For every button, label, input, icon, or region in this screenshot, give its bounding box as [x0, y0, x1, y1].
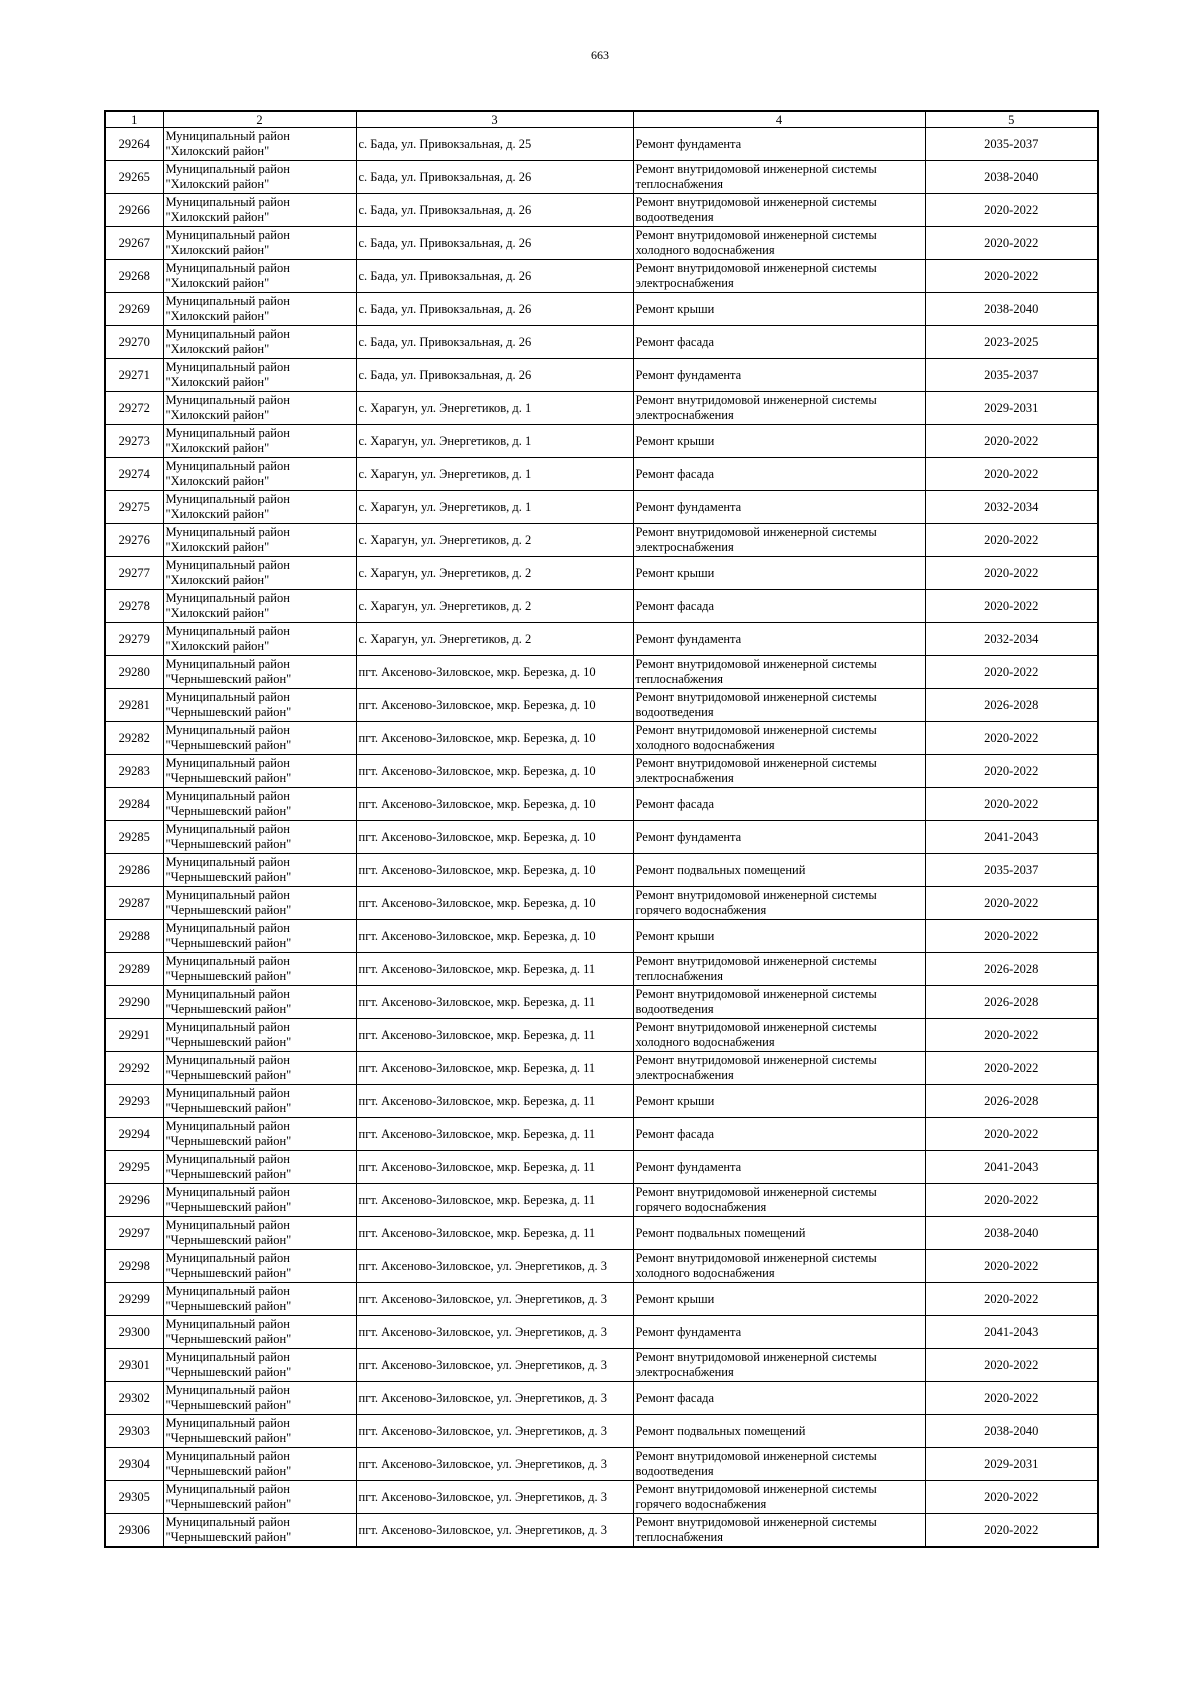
period-cell: 2029-2031: [925, 1448, 1098, 1481]
period-cell: 2020-2022: [925, 227, 1098, 260]
address-cell: пгт. Аксеново-Зиловское, ул. Энергетиков, д. 3: [356, 1448, 633, 1481]
work-type-cell: Ремонт фундамента: [633, 1316, 925, 1349]
address-cell: с. Харагун, ул. Энергетиков, д. 2: [356, 623, 633, 656]
address-cell: пгт. Аксеново-Зиловское, мкр. Березка, д. 11: [356, 953, 633, 986]
row-number: 29304: [105, 1448, 163, 1481]
row-number: 29283: [105, 755, 163, 788]
municipality-cell: Муниципальный район "Чернышевский район": [163, 821, 356, 854]
work-type-cell: Ремонт фасада: [633, 326, 925, 359]
table-row: [105, 689, 1098, 722]
municipality-cell: Муниципальный район "Чернышевский район": [163, 920, 356, 953]
table-row: [105, 1349, 1098, 1382]
address-cell: пгт. Аксеново-Зиловское, мкр. Березка, д. 11: [356, 1118, 633, 1151]
column-header-4: 4: [633, 111, 925, 128]
period-cell: 2020-2022: [925, 1382, 1098, 1415]
table-row: [105, 128, 1098, 161]
table-row: [105, 1085, 1098, 1118]
work-type-cell: Ремонт внутридомовой инженерной системы теплоснабжения: [633, 656, 925, 689]
work-type-cell: Ремонт внутридомовой инженерной системы электроснабжения: [633, 1349, 925, 1382]
table-row: [105, 161, 1098, 194]
municipality-cell: Муниципальный район "Чернышевский район": [163, 1052, 356, 1085]
municipality-cell: Муниципальный район "Чернышевский район": [163, 986, 356, 1019]
municipality-cell: Муниципальный район "Чернышевский район": [163, 1217, 356, 1250]
municipality-cell: Муниципальный район "Чернышевский район": [163, 656, 356, 689]
address-cell: с. Харагун, ул. Энергетиков, д. 2: [356, 590, 633, 623]
period-cell: 2026-2028: [925, 1085, 1098, 1118]
period-cell: 2020-2022: [925, 1250, 1098, 1283]
municipality-cell: Муниципальный район "Хилокский район": [163, 260, 356, 293]
table-row: [105, 1316, 1098, 1349]
row-number: 29279: [105, 623, 163, 656]
municipality-cell: Муниципальный район "Чернышевский район": [163, 722, 356, 755]
period-cell: 2026-2028: [925, 689, 1098, 722]
address-cell: пгт. Аксеново-Зиловское, ул. Энергетиков, д. 3: [356, 1250, 633, 1283]
work-type-cell: Ремонт внутридомовой инженерной системы холодного водоснабжения: [633, 227, 925, 260]
row-number: 29274: [105, 458, 163, 491]
address-cell: с. Харагун, ул. Энергетиков, д. 1: [356, 491, 633, 524]
row-number: 29276: [105, 524, 163, 557]
municipality-cell: Муниципальный район "Чернышевский район": [163, 1019, 356, 1052]
address-cell: с. Бада, ул. Привокзальная, д. 26: [356, 326, 633, 359]
table-row: [105, 887, 1098, 920]
address-cell: пгт. Аксеново-Зиловское, мкр. Березка, д. 10: [356, 656, 633, 689]
municipality-cell: Муниципальный район "Хилокский район": [163, 590, 356, 623]
address-cell: пгт. Аксеново-Зиловское, мкр. Березка, д. 11: [356, 1085, 633, 1118]
row-number: 29275: [105, 491, 163, 524]
work-type-cell: Ремонт внутридомовой инженерной системы электроснабжения: [633, 260, 925, 293]
work-type-cell: Ремонт фасада: [633, 1118, 925, 1151]
row-number: 29289: [105, 953, 163, 986]
municipality-cell: Муниципальный район "Хилокский район": [163, 161, 356, 194]
work-type-cell: Ремонт внутридомовой инженерной системы электроснабжения: [633, 1052, 925, 1085]
work-type-cell: Ремонт внутридомовой инженерной системы водоотведения: [633, 194, 925, 227]
row-number: 29273: [105, 425, 163, 458]
row-number: 29296: [105, 1184, 163, 1217]
address-cell: с. Харагун, ул. Энергетиков, д. 1: [356, 458, 633, 491]
municipality-cell: Муниципальный район "Чернышевский район": [163, 953, 356, 986]
work-type-cell: Ремонт крыши: [633, 1085, 925, 1118]
work-type-cell: Ремонт фасада: [633, 788, 925, 821]
row-number: 29292: [105, 1052, 163, 1085]
table-header: [105, 111, 1098, 128]
period-cell: 2020-2022: [925, 458, 1098, 491]
period-cell: 2020-2022: [925, 557, 1098, 590]
work-type-cell: Ремонт фундамента: [633, 128, 925, 161]
row-number: 29280: [105, 656, 163, 689]
work-type-cell: Ремонт фундамента: [633, 1151, 925, 1184]
work-type-cell: Ремонт внутридомовой инженерной системы водоотведения: [633, 986, 925, 1019]
municipality-cell: Муниципальный район "Чернышевский район": [163, 1151, 356, 1184]
work-type-cell: Ремонт крыши: [633, 920, 925, 953]
work-type-cell: Ремонт внутридомовой инженерной системы теплоснабжения: [633, 1514, 925, 1548]
period-cell: 2029-2031: [925, 392, 1098, 425]
row-number: 29268: [105, 260, 163, 293]
column-header-2: 2: [163, 111, 356, 128]
period-cell: 2035-2037: [925, 359, 1098, 392]
table-row: [105, 755, 1098, 788]
table-row: [105, 1382, 1098, 1415]
work-type-cell: Ремонт внутридомовой инженерной системы электроснабжения: [633, 524, 925, 557]
table-row: [105, 1184, 1098, 1217]
period-cell: 2038-2040: [925, 1415, 1098, 1448]
address-cell: пгт. Аксеново-Зиловское, мкр. Березка, д. 11: [356, 1052, 633, 1085]
table-row: [105, 986, 1098, 1019]
period-cell: 2032-2034: [925, 623, 1098, 656]
column-header-5: 5: [925, 111, 1098, 128]
work-type-cell: Ремонт фундамента: [633, 623, 925, 656]
address-cell: пгт. Аксеново-Зиловское, ул. Энергетиков, д. 3: [356, 1283, 633, 1316]
address-cell: пгт. Аксеново-Зиловское, мкр. Березка, д. 10: [356, 722, 633, 755]
repair-schedule-table: [104, 110, 1099, 1548]
address-cell: с. Харагун, ул. Энергетиков, д. 1: [356, 425, 633, 458]
municipality-cell: Муниципальный район "Чернышевский район": [163, 1250, 356, 1283]
row-number: 29267: [105, 227, 163, 260]
municipality-cell: Муниципальный район "Хилокский район": [163, 194, 356, 227]
municipality-cell: Муниципальный район "Хилокский район": [163, 491, 356, 524]
row-number: 29286: [105, 854, 163, 887]
row-number: 29285: [105, 821, 163, 854]
row-number: 29282: [105, 722, 163, 755]
municipality-cell: Муниципальный район "Хилокский район": [163, 293, 356, 326]
table-row: [105, 1118, 1098, 1151]
municipality-cell: Муниципальный район "Хилокский район": [163, 227, 356, 260]
municipality-cell: Муниципальный район "Чернышевский район": [163, 788, 356, 821]
address-cell: пгт. Аксеново-Зиловское, ул. Энергетиков, д. 3: [356, 1415, 633, 1448]
period-cell: 2020-2022: [925, 1184, 1098, 1217]
municipality-cell: Муниципальный район "Чернышевский район": [163, 1349, 356, 1382]
period-cell: 2020-2022: [925, 1283, 1098, 1316]
period-cell: 2032-2034: [925, 491, 1098, 524]
address-cell: с. Бада, ул. Привокзальная, д. 26: [356, 293, 633, 326]
address-cell: пгт. Аксеново-Зиловское, ул. Энергетиков, д. 3: [356, 1382, 633, 1415]
municipality-cell: Муниципальный район "Чернышевский район": [163, 1283, 356, 1316]
work-type-cell: Ремонт внутридомовой инженерной системы теплоснабжения: [633, 953, 925, 986]
row-number: 29306: [105, 1514, 163, 1548]
work-type-cell: Ремонт фасада: [633, 458, 925, 491]
municipality-cell: Муниципальный район "Чернышевский район": [163, 1382, 356, 1415]
table-row: [105, 1217, 1098, 1250]
municipality-cell: Муниципальный район "Чернышевский район": [163, 1184, 356, 1217]
period-cell: 2026-2028: [925, 953, 1098, 986]
row-number: 29293: [105, 1085, 163, 1118]
row-number: 29291: [105, 1019, 163, 1052]
address-cell: пгт. Аксеново-Зиловское, ул. Энергетиков, д. 3: [356, 1514, 633, 1548]
municipality-cell: Муниципальный район "Чернышевский район": [163, 854, 356, 887]
row-number: 29288: [105, 920, 163, 953]
row-number: 29294: [105, 1118, 163, 1151]
row-number: 29264: [105, 128, 163, 161]
work-type-cell: Ремонт внутридомовой инженерной системы горячего водоснабжения: [633, 1184, 925, 1217]
municipality-cell: Муниципальный район "Чернышевский район": [163, 1085, 356, 1118]
table-row: [105, 953, 1098, 986]
row-number: 29300: [105, 1316, 163, 1349]
row-number: 29297: [105, 1217, 163, 1250]
row-number: 29266: [105, 194, 163, 227]
table-row: [105, 458, 1098, 491]
address-cell: пгт. Аксеново-Зиловское, ул. Энергетиков, д. 3: [356, 1316, 633, 1349]
work-type-cell: Ремонт фасада: [633, 590, 925, 623]
row-number: 29303: [105, 1415, 163, 1448]
address-cell: с. Харагун, ул. Энергетиков, д. 2: [356, 524, 633, 557]
period-cell: 2038-2040: [925, 1217, 1098, 1250]
address-cell: пгт. Аксеново-Зиловское, ул. Энергетиков, д. 3: [356, 1349, 633, 1382]
row-number: 29277: [105, 557, 163, 590]
address-cell: пгт. Аксеново-Зиловское, мкр. Березка, д. 10: [356, 920, 633, 953]
column-header-3: 3: [356, 111, 633, 128]
period-cell: 2026-2028: [925, 986, 1098, 1019]
row-number: 29305: [105, 1481, 163, 1514]
table-row: [105, 1151, 1098, 1184]
table-row: [105, 359, 1098, 392]
row-number: 29287: [105, 887, 163, 920]
table-row: [105, 623, 1098, 656]
row-number: 29290: [105, 986, 163, 1019]
municipality-cell: Муниципальный район "Чернышевский район": [163, 1415, 356, 1448]
work-type-cell: Ремонт крыши: [633, 1283, 925, 1316]
row-number: 29302: [105, 1382, 163, 1415]
period-cell: 2020-2022: [925, 1019, 1098, 1052]
municipality-cell: Муниципальный район "Чернышевский район": [163, 689, 356, 722]
work-type-cell: Ремонт крыши: [633, 293, 925, 326]
period-cell: 2020-2022: [925, 590, 1098, 623]
header-row: [105, 111, 1098, 128]
municipality-cell: Муниципальный район "Чернышевский район": [163, 1316, 356, 1349]
row-number: 29301: [105, 1349, 163, 1382]
period-cell: 2020-2022: [925, 1481, 1098, 1514]
work-type-cell: Ремонт внутридомовой инженерной системы холодного водоснабжения: [633, 1019, 925, 1052]
period-cell: 2020-2022: [925, 1514, 1098, 1548]
row-number: 29272: [105, 392, 163, 425]
period-cell: 2035-2037: [925, 854, 1098, 887]
table-row: [105, 1250, 1098, 1283]
table-row: [105, 194, 1098, 227]
table-row: [105, 722, 1098, 755]
table-row: [105, 1514, 1098, 1548]
row-number: 29269: [105, 293, 163, 326]
table-row: [105, 227, 1098, 260]
municipality-cell: Муниципальный район "Хилокский район": [163, 623, 356, 656]
row-number: 29299: [105, 1283, 163, 1316]
period-cell: 2020-2022: [925, 788, 1098, 821]
address-cell: пгт. Аксеново-Зиловское, мкр. Березка, д. 10: [356, 755, 633, 788]
row-number: 29278: [105, 590, 163, 623]
work-type-cell: Ремонт подвальных помещений: [633, 854, 925, 887]
municipality-cell: Муниципальный район "Чернышевский район": [163, 1118, 356, 1151]
work-type-cell: Ремонт внутридомовой инженерной системы теплоснабжения: [633, 161, 925, 194]
period-cell: 2020-2022: [925, 1052, 1098, 1085]
row-number: 29281: [105, 689, 163, 722]
municipality-cell: Муниципальный район "Хилокский район": [163, 359, 356, 392]
address-cell: пгт. Аксеново-Зиловское, ул. Энергетиков, д. 3: [356, 1481, 633, 1514]
municipality-cell: Муниципальный район "Хилокский район": [163, 458, 356, 491]
municipality-cell: Муниципальный район "Хилокский район": [163, 128, 356, 161]
table-body: [105, 128, 1098, 1548]
work-type-cell: Ремонт внутридомовой инженерной системы горячего водоснабжения: [633, 1481, 925, 1514]
period-cell: 2020-2022: [925, 194, 1098, 227]
work-type-cell: Ремонт крыши: [633, 557, 925, 590]
municipality-cell: Муниципальный район "Хилокский район": [163, 557, 356, 590]
period-cell: 2020-2022: [925, 887, 1098, 920]
table-row: [105, 1283, 1098, 1316]
table-row: [105, 821, 1098, 854]
table-row: [105, 392, 1098, 425]
row-number: 29298: [105, 1250, 163, 1283]
column-header-1: 1: [105, 111, 163, 128]
address-cell: с. Харагун, ул. Энергетиков, д. 2: [356, 557, 633, 590]
municipality-cell: Муниципальный район "Хилокский район": [163, 392, 356, 425]
municipality-cell: Муниципальный район "Хилокский район": [163, 326, 356, 359]
address-cell: с. Харагун, ул. Энергетиков, д. 1: [356, 392, 633, 425]
address-cell: пгт. Аксеново-Зиловское, мкр. Березка, д. 11: [356, 1019, 633, 1052]
period-cell: 2023-2025: [925, 326, 1098, 359]
table-row: [105, 1448, 1098, 1481]
address-cell: с. Бада, ул. Привокзальная, д. 26: [356, 161, 633, 194]
period-cell: 2038-2040: [925, 293, 1098, 326]
table-row: [105, 590, 1098, 623]
address-cell: с. Бада, ул. Привокзальная, д. 25: [356, 128, 633, 161]
row-number: 29265: [105, 161, 163, 194]
table-row: [105, 293, 1098, 326]
period-cell: 2020-2022: [925, 656, 1098, 689]
period-cell: 2038-2040: [925, 161, 1098, 194]
period-cell: 2020-2022: [925, 524, 1098, 557]
table-row: [105, 557, 1098, 590]
address-cell: пгт. Аксеново-Зиловское, мкр. Березка, д. 10: [356, 854, 633, 887]
work-type-cell: Ремонт внутридомовой инженерной системы водоотведения: [633, 689, 925, 722]
address-cell: пгт. Аксеново-Зиловское, мкр. Березка, д. 11: [356, 1151, 633, 1184]
period-cell: 2041-2043: [925, 1151, 1098, 1184]
address-cell: пгт. Аксеново-Зиловское, мкр. Березка, д. 11: [356, 1184, 633, 1217]
table-row: [105, 326, 1098, 359]
work-type-cell: Ремонт подвальных помещений: [633, 1217, 925, 1250]
work-type-cell: Ремонт подвальных помещений: [633, 1415, 925, 1448]
row-number: 29284: [105, 788, 163, 821]
work-type-cell: Ремонт внутридомовой инженерной системы горячего водоснабжения: [633, 887, 925, 920]
table-row: [105, 656, 1098, 689]
period-cell: 2041-2043: [925, 821, 1098, 854]
period-cell: 2020-2022: [925, 425, 1098, 458]
table-row: [105, 920, 1098, 953]
work-type-cell: Ремонт фасада: [633, 1382, 925, 1415]
period-cell: 2020-2022: [925, 1118, 1098, 1151]
period-cell: 2020-2022: [925, 920, 1098, 953]
table-row: [105, 491, 1098, 524]
row-number: 29295: [105, 1151, 163, 1184]
work-type-cell: Ремонт фундамента: [633, 491, 925, 524]
table-row: [105, 1019, 1098, 1052]
address-cell: пгт. Аксеново-Зиловское, мкр. Березка, д. 10: [356, 689, 633, 722]
period-cell: 2020-2022: [925, 722, 1098, 755]
work-type-cell: Ремонт фундамента: [633, 821, 925, 854]
period-cell: 2020-2022: [925, 755, 1098, 788]
table-row: [105, 524, 1098, 557]
table-row: [105, 1052, 1098, 1085]
period-cell: 2020-2022: [925, 1349, 1098, 1382]
address-cell: пгт. Аксеново-Зиловское, мкр. Березка, д. 11: [356, 1217, 633, 1250]
period-cell: 2035-2037: [925, 128, 1098, 161]
address-cell: с. Бада, ул. Привокзальная, д. 26: [356, 194, 633, 227]
address-cell: пгт. Аксеново-Зиловское, мкр. Березка, д. 10: [356, 788, 633, 821]
municipality-cell: Муниципальный район "Чернышевский район": [163, 1481, 356, 1514]
work-type-cell: Ремонт крыши: [633, 425, 925, 458]
municipality-cell: Муниципальный район "Чернышевский район": [163, 755, 356, 788]
work-type-cell: Ремонт внутридомовой инженерной системы электроснабжения: [633, 392, 925, 425]
table-row: [105, 1415, 1098, 1448]
address-cell: с. Бада, ул. Привокзальная, д. 26: [356, 227, 633, 260]
row-number: 29270: [105, 326, 163, 359]
address-cell: с. Бада, ул. Привокзальная, д. 26: [356, 359, 633, 392]
table-row: [105, 788, 1098, 821]
municipality-cell: Муниципальный район "Хилокский район": [163, 425, 356, 458]
table-row: [105, 425, 1098, 458]
table-row: [105, 1481, 1098, 1514]
period-cell: 2020-2022: [925, 260, 1098, 293]
work-type-cell: Ремонт внутридомовой инженерной системы холодного водоснабжения: [633, 1250, 925, 1283]
municipality-cell: Муниципальный район "Чернышевский район": [163, 1514, 356, 1548]
table-row: [105, 854, 1098, 887]
address-cell: с. Бада, ул. Привокзальная, д. 26: [356, 260, 633, 293]
address-cell: пгт. Аксеново-Зиловское, мкр. Березка, д. 10: [356, 821, 633, 854]
row-number: 29271: [105, 359, 163, 392]
work-type-cell: Ремонт внутридомовой инженерной системы водоотведения: [633, 1448, 925, 1481]
municipality-cell: Муниципальный район "Чернышевский район": [163, 1448, 356, 1481]
address-cell: пгт. Аксеново-Зиловское, мкр. Березка, д. 10: [356, 887, 633, 920]
page-number: 663: [591, 48, 609, 62]
work-type-cell: Ремонт внутридомовой инженерной системы холодного водоснабжения: [633, 722, 925, 755]
period-cell: 2041-2043: [925, 1316, 1098, 1349]
work-type-cell: Ремонт фундамента: [633, 359, 925, 392]
municipality-cell: Муниципальный район "Хилокский район": [163, 524, 356, 557]
address-cell: пгт. Аксеново-Зиловское, мкр. Березка, д. 11: [356, 986, 633, 1019]
work-type-cell: Ремонт внутридомовой инженерной системы электроснабжения: [633, 755, 925, 788]
table-row: [105, 260, 1098, 293]
municipality-cell: Муниципальный район "Чернышевский район": [163, 887, 356, 920]
